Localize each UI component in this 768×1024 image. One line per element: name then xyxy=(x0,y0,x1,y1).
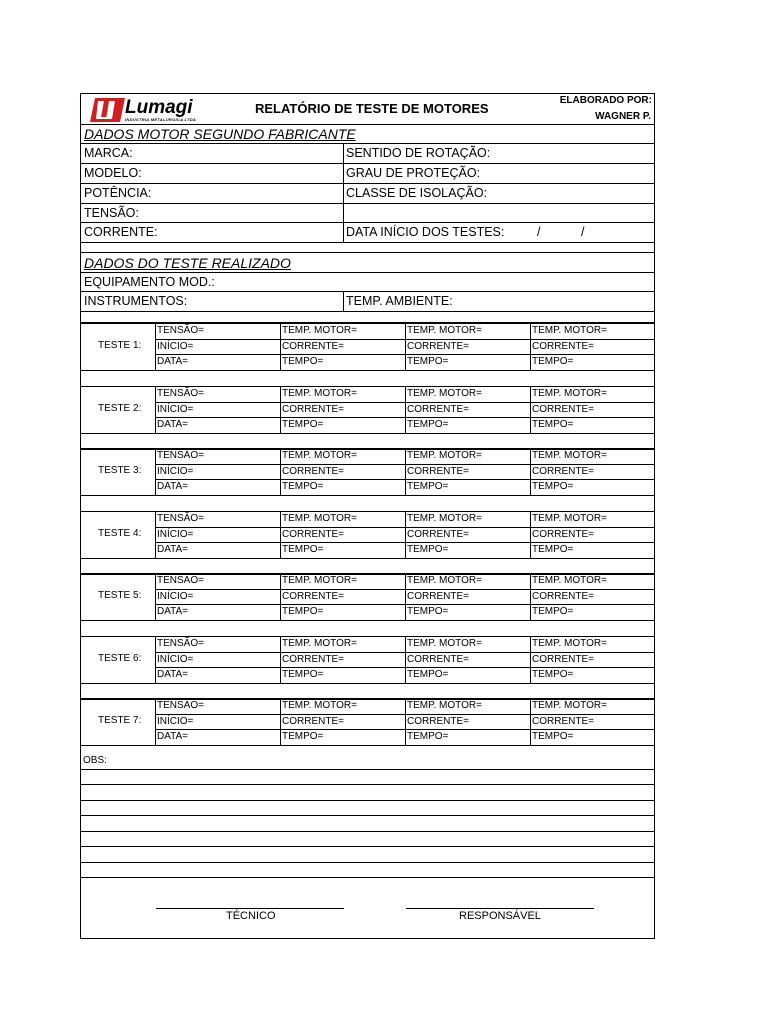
grau-protecao-field[interactable]: GRAU DE PROTEÇÃO: xyxy=(346,166,481,180)
date-separator: / xyxy=(537,225,541,239)
test-grid-line xyxy=(81,636,654,637)
tensao-cell[interactable]: TENSÃO= xyxy=(157,700,204,711)
divider xyxy=(343,143,344,242)
elaborado-name: WAGNER P. xyxy=(595,111,651,122)
obs-label: OBS: xyxy=(83,755,107,766)
tensao-cell[interactable]: TENSÃO= xyxy=(157,450,204,461)
lumagi-logo xyxy=(89,97,209,123)
inicio-cell[interactable]: INÍCIO= xyxy=(157,341,194,352)
test-label: TESTE 7: xyxy=(98,715,142,726)
test-grid-line xyxy=(81,683,654,684)
test-grid-line xyxy=(530,573,531,620)
test-grid-line xyxy=(405,636,406,683)
modelo-field[interactable]: MODELO: xyxy=(84,166,142,180)
obs-line xyxy=(81,800,654,801)
test-grid-line xyxy=(280,698,281,745)
test-grid-line xyxy=(155,698,156,745)
obs-line xyxy=(81,769,654,770)
date-separator: / xyxy=(581,225,585,239)
temp-motor-cell[interactable]: TEMP. MOTOR= xyxy=(407,638,482,649)
tensao-cell[interactable]: TENSÃO= xyxy=(157,638,204,649)
tempo-cell[interactable]: TEMPO= xyxy=(407,731,449,742)
test-grid-line xyxy=(81,511,654,512)
divider xyxy=(81,222,654,223)
corrente-cell[interactable]: CORRENTE= xyxy=(407,654,469,665)
divider xyxy=(81,272,654,273)
data-cell[interactable]: DATA= xyxy=(157,606,189,617)
motor-section-title: DADOS MOTOR SEGUNDO FABRICANTE xyxy=(84,126,356,142)
test-label: TESTE 5: xyxy=(98,590,142,601)
tempo-cell[interactable]: TEMPO= xyxy=(282,481,324,492)
test-grid-line xyxy=(155,573,156,620)
test-grid-line xyxy=(81,433,654,434)
temp-motor-cell[interactable]: TEMP. MOTOR= xyxy=(532,388,607,399)
test-grid-line xyxy=(81,323,654,324)
test-grid-line xyxy=(530,386,531,433)
divider xyxy=(81,143,654,144)
test-grid-line xyxy=(81,745,654,746)
corrente-cell[interactable]: CORRENTE= xyxy=(407,591,469,602)
classe-isolacao-field[interactable]: CLASSE DE ISOLAÇÃO: xyxy=(346,186,488,200)
test-grid-line xyxy=(530,511,531,558)
potencia-field[interactable]: POTÊNCIA: xyxy=(84,186,152,200)
instrumentos-field[interactable]: INSTRUMENTOS: xyxy=(84,294,188,308)
tempo-cell[interactable]: TEMPO= xyxy=(532,669,574,680)
test-label: TESTE 6: xyxy=(98,653,142,664)
corrente-cell[interactable]: CORRENTE= xyxy=(532,591,594,602)
test-grid-line xyxy=(405,511,406,558)
inicio-cell[interactable]: INÍCIO= xyxy=(157,404,194,415)
test-grid-line xyxy=(155,636,156,683)
test-grid-line xyxy=(280,323,281,370)
tempo-cell[interactable]: TEMPO= xyxy=(532,419,574,430)
tempo-cell[interactable]: TEMPO= xyxy=(532,544,574,555)
obs-line xyxy=(81,877,654,878)
temp-motor-cell[interactable]: TEMP. MOTOR= xyxy=(282,638,357,649)
divider xyxy=(81,242,654,243)
corrente-cell[interactable]: CORRENTE= xyxy=(282,404,344,415)
temp-motor-cell[interactable]: TEMP. MOTOR= xyxy=(532,638,607,649)
temp-ambiente-field[interactable]: TEMP. AMBIENTE: xyxy=(346,294,453,308)
divider xyxy=(81,311,654,312)
test-grid-line xyxy=(81,573,654,574)
test-label: TESTE 2: xyxy=(98,403,142,414)
obs-line xyxy=(81,831,654,832)
test-section-title: DADOS DO TESTE REALIZADO xyxy=(84,255,291,271)
test-grid-line xyxy=(405,323,406,370)
test-grid-line xyxy=(155,511,156,558)
corrente-cell[interactable]: CORRENTE= xyxy=(407,466,469,477)
corrente-cell[interactable]: CORRENTE= xyxy=(407,404,469,415)
temp-motor-cell[interactable]: TEMP. MOTOR= xyxy=(407,388,482,399)
corrente-cell[interactable]: CORRENTE= xyxy=(282,529,344,540)
corrente-cell[interactable]: CORRENTE= xyxy=(532,341,594,352)
data-cell[interactable]: DATA= xyxy=(157,419,189,430)
temp-motor-cell[interactable]: TEMP. MOTOR= xyxy=(407,450,482,461)
test-grid-line xyxy=(530,448,531,495)
data-cell[interactable]: DATA= xyxy=(157,669,189,680)
temp-motor-cell[interactable]: TEMP. MOTOR= xyxy=(532,513,607,524)
test-label: TESTE 4: xyxy=(98,528,142,539)
tempo-cell[interactable]: TEMPO= xyxy=(282,606,324,617)
corrente-cell[interactable]: CORRENTE= xyxy=(282,466,344,477)
divider xyxy=(81,252,654,253)
corrente-field[interactable]: CORRENTE: xyxy=(84,225,158,239)
inicio-cell[interactable]: INÍCIO= xyxy=(157,466,194,477)
data-cell[interactable]: DATA= xyxy=(157,481,189,492)
corrente-cell[interactable]: CORRENTE= xyxy=(532,466,594,477)
logo-name: Lumagi xyxy=(125,97,193,118)
temp-motor-cell[interactable]: TEMP. MOTOR= xyxy=(407,513,482,524)
obs-line xyxy=(81,815,654,816)
test-grid-line xyxy=(155,386,156,433)
marca-field[interactable]: MARCA: xyxy=(84,146,133,160)
tempo-cell[interactable]: TEMPO= xyxy=(532,731,574,742)
data-cell[interactable]: DATA= xyxy=(157,731,189,742)
tensao-field[interactable]: TENSÃO: xyxy=(84,206,139,220)
elaborado-label: ELABORADO POR: xyxy=(559,95,652,106)
divider xyxy=(81,291,654,292)
corrente-cell[interactable]: CORRENTE= xyxy=(282,654,344,665)
corrente-cell[interactable]: CORRENTE= xyxy=(407,716,469,727)
tecnico-label: TÉCNICO xyxy=(226,910,276,922)
corrente-cell[interactable]: CORRENTE= xyxy=(282,591,344,602)
divider xyxy=(343,291,344,311)
data-inicio-field[interactable]: DATA INÍCIO DOS TESTES: xyxy=(346,225,505,239)
tempo-cell[interactable]: TEMPO= xyxy=(532,481,574,492)
sentido-rotacao-field[interactable]: SENTIDO DE ROTAÇÃO: xyxy=(346,146,491,160)
divider xyxy=(81,124,654,125)
test-grid-line xyxy=(155,323,156,370)
tempo-cell[interactable]: TEMPO= xyxy=(282,544,324,555)
test-grid-line xyxy=(81,386,654,387)
test-grid-line xyxy=(280,636,281,683)
temp-motor-cell[interactable]: TEMP. MOTOR= xyxy=(282,700,357,711)
tensao-cell[interactable]: TENSÃO= xyxy=(157,513,204,524)
lumagi-logo-icon xyxy=(89,98,125,122)
tempo-cell[interactable]: TEMPO= xyxy=(282,419,324,430)
test-grid-line xyxy=(530,323,531,370)
tempo-cell[interactable]: TEMPO= xyxy=(407,669,449,680)
temp-motor-cell[interactable]: TEMP. MOTOR= xyxy=(532,575,607,586)
temp-motor-cell[interactable]: TEMP. MOTOR= xyxy=(407,325,482,336)
temp-motor-cell[interactable]: TEMP. MOTOR= xyxy=(407,700,482,711)
inicio-cell[interactable]: INÍCIO= xyxy=(157,529,194,540)
test-grid-line xyxy=(405,573,406,620)
test-grid-line xyxy=(81,698,654,699)
tempo-cell[interactable]: TEMPO= xyxy=(282,731,324,742)
test-grid-line xyxy=(530,636,531,683)
test-grid-line xyxy=(280,386,281,433)
test-grid-line xyxy=(280,573,281,620)
tempo-cell[interactable]: TEMPO= xyxy=(532,606,574,617)
temp-motor-cell[interactable]: TEMP. MOTOR= xyxy=(532,700,607,711)
tempo-cell[interactable]: TEMPO= xyxy=(407,544,449,555)
test-grid-line xyxy=(81,370,654,371)
tempo-cell[interactable]: TEMPO= xyxy=(407,606,449,617)
test-grid-line xyxy=(405,448,406,495)
tempo-cell[interactable]: TEMPO= xyxy=(282,669,324,680)
test-grid-line xyxy=(81,448,654,449)
inicio-cell[interactable]: INÍCIO= xyxy=(157,654,194,665)
tempo-cell[interactable]: TEMPO= xyxy=(532,356,574,367)
equipamento-field[interactable]: EQUIPAMENTO MOD.: xyxy=(84,275,215,289)
obs-line xyxy=(81,862,654,863)
test-grid-line xyxy=(280,511,281,558)
tempo-cell[interactable]: TEMPO= xyxy=(282,356,324,367)
tensao-cell[interactable]: TENSÃO= xyxy=(157,388,204,399)
corrente-cell[interactable]: CORRENTE= xyxy=(407,529,469,540)
test-grid-line xyxy=(405,386,406,433)
tecnico-signature-line[interactable] xyxy=(156,908,344,909)
test-label: TESTE 3: xyxy=(98,465,142,476)
temp-motor-cell[interactable]: TEMP. MOTOR= xyxy=(282,388,357,399)
corrente-cell[interactable]: CORRENTE= xyxy=(532,404,594,415)
inicio-cell[interactable]: INÍCIO= xyxy=(157,716,194,727)
logo-subtitle: INDÚSTRIA METALÚRGICA LTDA xyxy=(125,117,197,122)
divider xyxy=(81,203,654,204)
temp-motor-cell[interactable]: TEMP. MOTOR= xyxy=(282,575,357,586)
test-grid-line xyxy=(81,495,654,496)
data-cell[interactable]: DATA= xyxy=(157,356,189,367)
temp-motor-cell[interactable]: TEMP. MOTOR= xyxy=(532,325,607,336)
responsavel-label: RESPONSÁVEL xyxy=(459,910,541,922)
data-cell[interactable]: DATA= xyxy=(157,544,189,555)
temp-motor-cell[interactable]: TEMP. MOTOR= xyxy=(282,513,357,524)
test-grid-line xyxy=(530,698,531,745)
tensao-cell[interactable]: TENSÃO= xyxy=(157,575,204,586)
divider xyxy=(81,163,654,164)
temp-motor-cell[interactable]: TEMP. MOTOR= xyxy=(532,450,607,461)
corrente-cell[interactable]: CORRENTE= xyxy=(282,716,344,727)
obs-line xyxy=(81,846,654,847)
test-grid-line xyxy=(155,448,156,495)
corrente-cell[interactable]: CORRENTE= xyxy=(532,654,594,665)
test-grid-line xyxy=(280,448,281,495)
corrente-cell[interactable]: CORRENTE= xyxy=(282,341,344,352)
test-grid-line xyxy=(405,698,406,745)
corrente-cell[interactable]: CORRENTE= xyxy=(532,716,594,727)
test-grid-line xyxy=(81,558,654,559)
inicio-cell[interactable]: INÍCIO= xyxy=(157,591,194,602)
test-label: TESTE 1: xyxy=(98,340,142,351)
corrente-cell[interactable]: CORRENTE= xyxy=(407,341,469,352)
temp-motor-cell[interactable]: TEMP. MOTOR= xyxy=(282,325,357,336)
tempo-cell[interactable]: TEMPO= xyxy=(407,481,449,492)
corrente-cell[interactable]: CORRENTE= xyxy=(532,529,594,540)
report-form xyxy=(80,93,655,939)
divider xyxy=(81,183,654,184)
report-title: RELATÓRIO DE TESTE DE MOTORES xyxy=(255,101,489,116)
tempo-cell[interactable]: TEMPO= xyxy=(407,419,449,430)
temp-motor-cell[interactable]: TEMP. MOTOR= xyxy=(407,575,482,586)
obs-line xyxy=(81,784,654,785)
responsavel-signature-line[interactable] xyxy=(406,908,594,909)
test-grid-line xyxy=(81,620,654,621)
tempo-cell[interactable]: TEMPO= xyxy=(407,356,449,367)
tensao-cell[interactable]: TENSÃO= xyxy=(157,325,204,336)
temp-motor-cell[interactable]: TEMP. MOTOR= xyxy=(282,450,357,461)
